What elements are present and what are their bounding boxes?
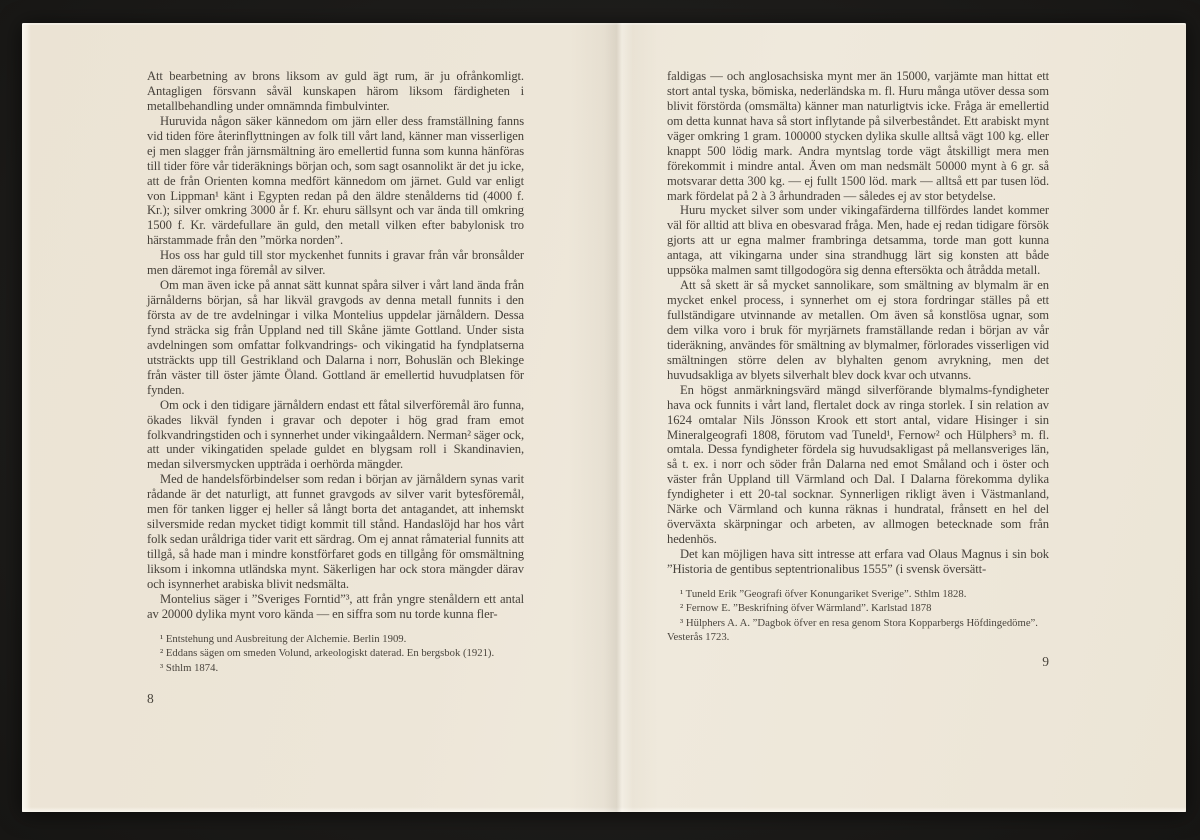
paragraph: Med de handelsförbindelser som redan i början av järnåldern synas varit rådande är det naturligt, att funnet gravgods av silver varit bytesföremål, men för tanken ligger ej heller så långt borta det antagandet, att inhemskt silversmide redan mycket tidigt kommit till stånd. Handaslöjd har hos vårt folk sedan uråldriga tider varit ett särdrag. Om ej annat råmaterial funnits att tillgå, så hade man i mindre konstförfaret gods en tillgång för omsmältning liksom i inkomna utländska mynt. Säkerligen har ock stora mängder därav och isynnerhet arabiska blivit nedsmälta. — [147, 472, 525, 591]
paragraph: Att så skett är så mycket sannolikare, som smältning av blymalm är en mycket enkel process, i synnerhet om ej stora fordringar ställes på ett fullständigare utvinnande av metallen. Om även så konstlösa ugnar, som dem vilka voro i bruk för myrjärnets framställande redan i början av vår tideräkning, användes för smältning av blymalmer, förlorades visserligen vid smältningen större delen av blyhalten genom avrykning, men det huvudsakliga av blyets silverhalt blev dock kvar och utvanns. — [667, 278, 1049, 382]
paragraph: faldigas — och anglosachsiska mynt mer än 15000, varjämte man hittat ett stort antal tyska, bömiska, nederländska m. fl. Huru många utöver dessa som blivit förstörda (omsmälta) känner man naturligtvis icke. Fråga är emellertid om detta kunnat hava så stort inflytande på silverbeståndet. Ett arabiskt mynt väger omkring 1 gram. 100000 stycken dylika skulle alltså vägt 100 kg. eller knappt 500 lödig mark. Andra myntslag torde vägt åtskilligt mera men förekommit i mindre antal. Även om man nedsmält 50000 mynt à 6 gr. så motsvarar detta 300 kg. — ej fullt 1500 löd. mark — alltså ett par tusen löd. mark fördelat på 2 à 3 århundraden — således ej av stor betydelse. — [667, 69, 1049, 203]
book-spread — [22, 23, 1186, 812]
footnote: ² Fernow E. ”Beskrifning öfver Wärmland”. Karlstad 1878 — [680, 602, 932, 615]
page-number: 9 — [1042, 653, 1049, 669]
paragraph: Om man även icke på annat sätt kunnat spåra silver i vårt land ända från järnålderns början, så har likväl gravgods av denna metall funnits i den första av de tre avdelningar i vilka Montelius uppdelar järnåldern. Dessa fynd sträcka sig från Uppland ned till Skåne jämte Gottland. Under sista avdelningen som omfattar folkvandrings- och vikingatid ha fyndplatserna utsträckts upp till Gestrikland och Dalarna i norr, Bohuslän och Blekinge från väster till öster jämte Öland. Gottland är emellertid huvudplatsen för fynden. — [147, 278, 524, 397]
footnote: ² Eddans sägen om smeden Volund, arkeologiskt daterad. En bergsbok (1921). — [160, 647, 495, 660]
page-right-body — [667, 69, 1049, 577]
footnote: ³ Sthlm 1874. — [160, 661, 219, 674]
paragraph: Montelius säger i ”Sveriges Forntid”³, att från yngre stenåldern ett antal av 20000 dylika mynt voro kända — en siffra som nu torde kunna fler- — [147, 591, 524, 621]
footnote: ¹ Tuneld Erik ”Geografi öfver Konungariket Sverige”. Sthlm 1828. — [680, 587, 967, 600]
page-right — [667, 69, 1049, 670]
paper-edge-top — [22, 23, 1186, 25]
paragraph: Att bearbetning av brons liksom av guld ägt rum, är ju ofrånkomligt. Antagligen försvann såväl kunskapen härom liksom färdigheten i metallbehandling under omnämnda fimbulvinter. — [147, 69, 524, 113]
page-number: 8 — [147, 690, 154, 706]
paragraph: Hos oss har guld till stor myckenhet funnits i gravar från vår bronsålder men däremot inga föremål av silver. — [147, 248, 524, 278]
page-left-footnotes — [147, 632, 524, 675]
paragraph: Huruvida någon säker kännedom om järn eller dess framställning fanns vid tiden före återinflyttningen av folk till vårt land, känner man visserligen ej men slagger från järnsmältning äro emellertid funna som kunna hänföras till tider före vår tideräknings början och, som sagt osannolikt är det ju icke, att de från Orienten komna medfört kännedom om järnet. Guld var enligt von Lippman¹ känt i Egypten redan på den äldre stenålderns tid (4000 f. Kr.); silver omkring 3000 år f. Kr. ehuru sällsynt och var ända till omkring 1500 f. Kr. värdefullare än guld, den metall vilken efter babylonisk tro härstammade från den ”mörka norden”. — [147, 113, 524, 248]
center-fold — [568, 23, 658, 812]
paragraph: Huru mycket silver som under vikingafärderna tillfördes landet kommer väl för alltid att bliva en obesvarad fråga. Men, hade ej redan tidigare försök gjorts att ur egna malmer frambringa detsamma, torde man gott kunna antaga, att vikingarna under sina strandhugg lärt sig konsten att både uppsöka malmen samt tillgodogöra sig denna eftersökta och åtrådda metall. — [667, 203, 1049, 278]
paper-edge-left — [22, 23, 31, 812]
footnote: ³ Hülphers A. A. ”Dagbok öfver en resa genom Stora Kopparbergs Höfdingedöme”. Vesterås 1723. — [667, 616, 1038, 644]
paragraph: Om ock i den tidigare järnåldern endast ett fåtal silverföremål äro funna, ökades likväl fynden i gravar och depoter i hög grad fram emot folkvandringstiden och i synnerhet under vikingaåldern. Nerman² säger ock, att under vikingatiden spelade guldet en blygsam roll i Skandinavien, medan silversmycken uppträda i oerhörda mängder. — [147, 397, 524, 472]
footnote: ¹ Entstehung und Ausbreitung der Alchemie. Berlin 1909. — [160, 632, 407, 645]
page-left — [147, 69, 524, 707]
page-left-body — [147, 69, 524, 622]
paper-edge-bottom — [22, 807, 1186, 812]
page-right-footnotes — [667, 587, 1049, 645]
paragraph: Det kan möjligen hava sitt intresse att erfara vad Olaus Magnus i sin bok ”Historia de gentibus septentrionalibus 1555” (i svensk översätt- — [667, 547, 1049, 576]
paragraph: En högst anmärkningsvärd mängd silverförande blymalms-fyndigheter hava ock funnits i vårt land, flertalet dock av ringa storlek. I sin relation av 1624 omtalar Nils Jönsson Krook ett stort antal, vidare Hisinger i sin Mineralgeografi 1808, förutom vad Tuneld¹, Fernow² och Hülphers³ m. fl. omtala. Dessa fyndigheter fördela sig huvudsakligast på mellansveriges län, så t. ex. i norr och söder från Dalarna ned emot Småland och i öster och väster från Uppland till Värmland och Dal. I Dalarna förekomma dylika fyndigheter i ett 20-tal socknar. Synnerligen rikligt även i Västmanland, Närke och Värmland och kunna räknas i hundratal, frånsett en hel del överväxta skärpningar och arbeten, av allmogen betecknade som från hedenhös. — [667, 382, 1049, 547]
